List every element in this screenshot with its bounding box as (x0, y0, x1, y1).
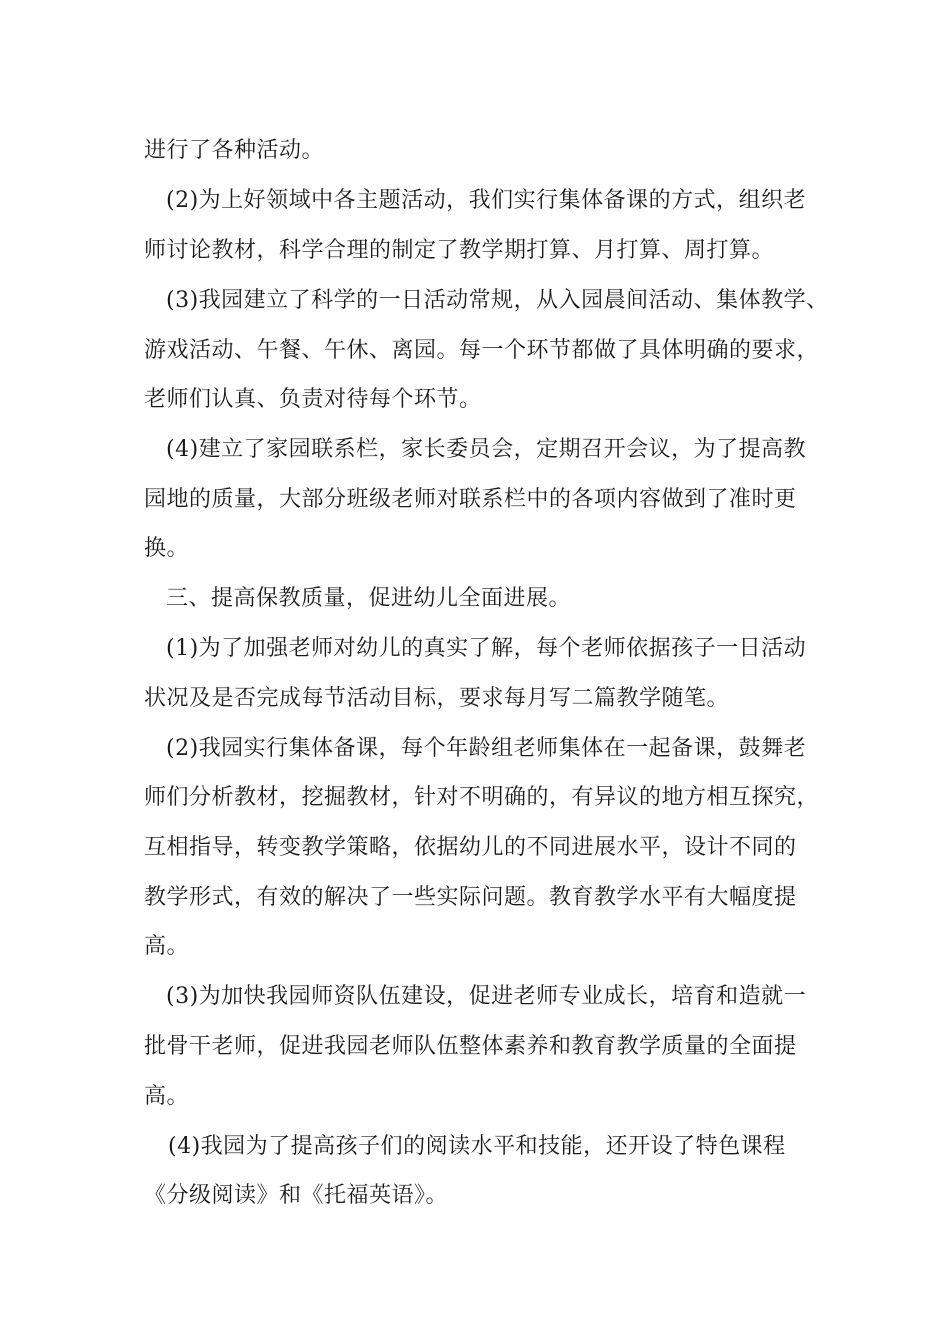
text-line: 游戏活动、午餐、午休、离园。每一个环节都做了具体明确的要求， (144, 338, 820, 363)
text-line: (4)建立了家园联系栏，家长委员会，定期召开会议，为了提高教 (166, 437, 807, 462)
text-line: 教学形式，有效的解决了一些实际问题。教育教学水平有大幅度提 (144, 885, 797, 910)
section-heading: 三、提高保教质量，促进幼儿全面进展。 (166, 586, 572, 611)
text-line: (2)我园实行集体备课，每个年龄组老师集体在一起备课，鼓舞老 (166, 736, 807, 761)
text-line: 《分级阅读》和《托福英语》。 (144, 1183, 449, 1208)
text-line: (3)为加快我园师资队伍建设，促进老师专业成长，培育和造就一 (166, 984, 807, 1009)
text-line: (3)我园建立了科学的一日活动常规，从入园晨间活动、集体教学、 (166, 288, 829, 313)
text-line: (2)为上好领域中各主题活动，我们实行集体备课的方式，组织老 (166, 188, 807, 213)
text-line: 老师们认真、负责对待每个环节。 (144, 387, 482, 412)
text-line: (4)我园为了提高孩子们的阅读水平和技能，还开设了特色课程 (168, 1134, 786, 1159)
text-line: 高。 (144, 1084, 190, 1109)
text-line: (1)为了加强老师对幼儿的真实了解，每个老师依据孩子一日活动 (166, 636, 807, 661)
text-line: 状况及是否完成每节活动目标，要求每月写二篇教学随笔。 (144, 686, 730, 711)
text-line: 换。 (144, 536, 190, 561)
text-line: 进行了各种活动。 (144, 138, 325, 163)
text-line: 师们分析教材，挖掘教材，针对不明确的，有异议的地方相互探究， (144, 785, 820, 810)
text-line: 互相指导，转变教学策略，依据幼儿的不同进展水平，设计不同的 (144, 835, 797, 860)
text-line: 园地的质量，大部分班级老师对联系栏中的各项内容做到了准时更 (144, 487, 797, 512)
text-line: 高。 (144, 934, 190, 959)
text-line: 师讨论教材，科学合理的制定了教学期打算、月打算、周打算。 (144, 238, 775, 263)
text-line: 批骨干老师，促进我园老师队伍整体素养和教育教学质量的全面提 (144, 1034, 797, 1059)
